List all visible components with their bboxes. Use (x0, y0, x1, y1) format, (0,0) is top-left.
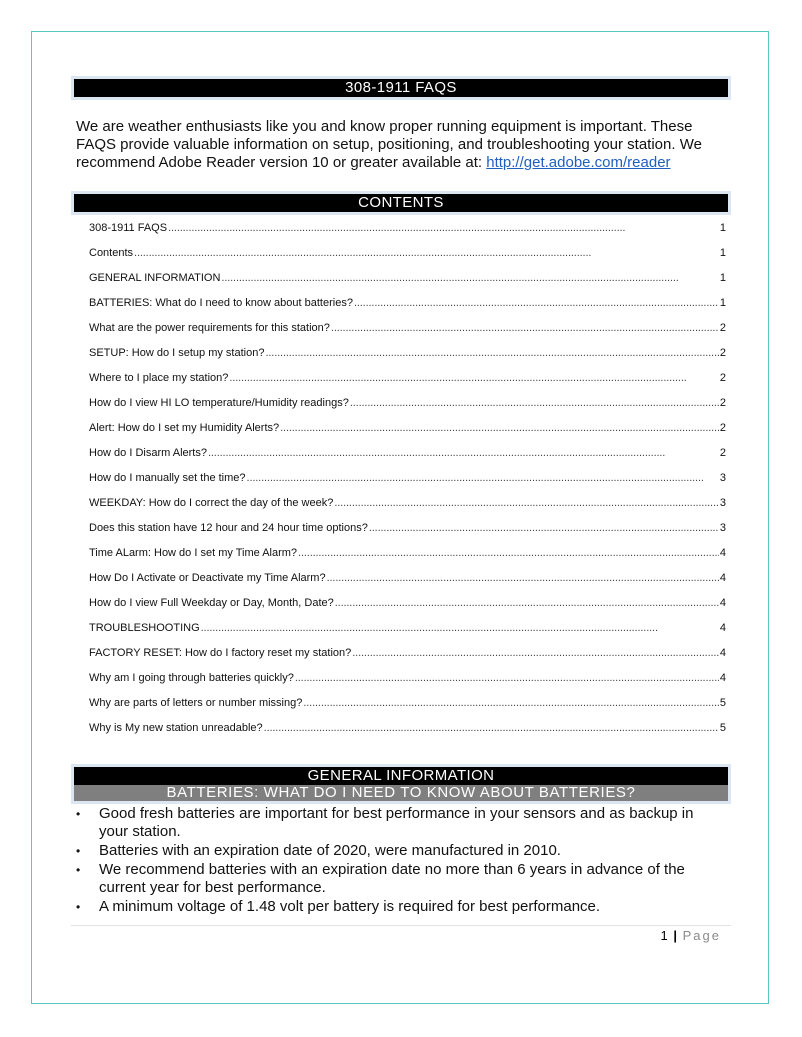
toc-entry-page: 4 (719, 597, 726, 609)
toc-entry-page: 2 (719, 447, 726, 459)
toc-entry[interactable] (89, 422, 726, 447)
toc-entry-label: FACTORY RESET: How do I factory reset my station? (89, 647, 352, 659)
toc-leader-dots (335, 597, 719, 609)
document-title: 308-1911 FAQS (74, 79, 728, 97)
toc-leader-dots (369, 522, 719, 534)
toc-entry[interactable] (89, 572, 726, 597)
toc-entry[interactable] (89, 672, 726, 697)
toc-entry-label: How do I Disarm Alerts? (89, 447, 207, 459)
toc-entry-label: 308-1911 FAQS (89, 222, 168, 234)
general-info-bar (71, 764, 731, 804)
toc-leader-dots (334, 497, 719, 509)
toc-entry-page: 4 (719, 647, 726, 659)
toc-entry-label: What are the power requirements for this station? (89, 322, 330, 334)
toc-entry[interactable] (89, 597, 726, 622)
toc-entry-page: 5 (719, 697, 726, 709)
toc-entry[interactable] (89, 272, 726, 297)
bullet-item (76, 898, 726, 916)
toc-entry[interactable] (89, 547, 726, 572)
toc-entry-page: 1 (719, 297, 726, 309)
toc-entry-label: Why are parts of letters or number missing? (89, 697, 303, 709)
toc-entry-page: 3 (719, 522, 726, 534)
intro-text: We are weather enthusiasts like you and know proper running equipment is important. These FAQS provide valuable information on setup, positioning, and troubleshooting your station. We recommend Adobe Reader version 10 or greater available at: (76, 118, 702, 171)
toc-entry-page: 4 (719, 547, 726, 559)
bullet-item (76, 842, 726, 860)
toc-entry-page: 1 (719, 222, 726, 234)
toc-entry[interactable] (89, 322, 726, 347)
toc-entry-label: Where to I place my station? (89, 372, 229, 384)
toc-entry-label: Does this station have 12 hour and 24 hour time options? (89, 522, 368, 534)
adobe-reader-link[interactable]: http://get.adobe.com/reader (486, 154, 671, 171)
general-info-title: GENERAL INFORMATION (74, 767, 728, 785)
batteries-subtitle: BATTERIES: WHAT DO I NEED TO KNOW ABOUT BATTERIES? (74, 785, 728, 801)
toc-entry-label: BATTERIES: What do I need to know about batteries? (89, 297, 353, 309)
toc-entry-label: GENERAL INFORMATION (89, 272, 221, 284)
toc-entry-page: 5 (719, 722, 726, 734)
toc-entry-page: 2 (719, 372, 726, 384)
bullet-text: A minimum voltage of 1.48 volt per battery is required for best performance. (99, 898, 601, 915)
bullet-glyph: • (76, 844, 81, 858)
toc-entry-page: 2 (719, 347, 726, 359)
toc-entry-page: 2 (719, 322, 726, 334)
bullet-glyph: • (76, 863, 81, 877)
footer-separator: | (673, 928, 677, 943)
toc-entry[interactable] (89, 397, 726, 422)
bullet-text: We recommend batteries with an expiration date no more than 6 years in advance of the current year for best performance. (99, 861, 685, 896)
contents-title: CONTENTS (74, 194, 728, 212)
toc-leader-dots (280, 422, 719, 434)
toc-entry-label: Why is My new station unreadable? (89, 722, 263, 734)
batteries-bullet-list (76, 805, 726, 917)
toc-entry[interactable] (89, 647, 726, 672)
toc-entry-page: 2 (719, 397, 726, 409)
bullet-text: Batteries with an expiration date of 2020, were manufactured in 2010. (99, 842, 561, 859)
table-of-contents (89, 222, 726, 747)
toc-entry[interactable] (89, 447, 726, 472)
footer-rule (71, 925, 731, 926)
toc-entry-label: Time ALarm: How do I set my Time Alarm? (89, 547, 298, 559)
toc-leader-dots (168, 222, 719, 234)
bullet-text: Good fresh batteries are important for best performance in your sensors and as backup in your station. (99, 805, 694, 840)
toc-leader-dots (208, 447, 719, 459)
toc-entry-label: How do I manually set the time? (89, 472, 246, 484)
toc-leader-dots (331, 322, 719, 334)
toc-leader-dots (303, 697, 719, 709)
toc-leader-dots (247, 472, 719, 484)
page-label: Page (682, 928, 721, 943)
toc-leader-dots (327, 572, 719, 584)
toc-leader-dots (201, 622, 719, 634)
toc-entry[interactable] (89, 522, 726, 547)
toc-leader-dots (295, 672, 719, 684)
bullet-item (76, 861, 726, 897)
toc-entry[interactable] (89, 722, 726, 747)
toc-entry-label: How Do I Activate or Deactivate my Time Alarm? (89, 572, 326, 584)
toc-entry-label: Why am I going through batteries quickly? (89, 672, 294, 684)
toc-entry-label: How do I view HI LO temperature/Humidity readings? (89, 397, 349, 409)
toc-entry-label: WEEKDAY: How do I correct the day of the week? (89, 497, 334, 509)
toc-leader-dots (264, 722, 719, 734)
toc-leader-dots (354, 297, 719, 309)
toc-leader-dots (298, 547, 719, 559)
page-number: 1 (660, 928, 668, 943)
toc-leader-dots (350, 397, 719, 409)
intro-paragraph (76, 118, 726, 172)
toc-entry-page: 4 (719, 622, 726, 634)
bullet-item (76, 805, 726, 841)
toc-entry-page: 4 (719, 672, 726, 684)
toc-entry[interactable] (89, 347, 726, 372)
contents-bar (71, 191, 731, 215)
toc-leader-dots (229, 372, 718, 384)
toc-entry[interactable] (89, 472, 726, 497)
toc-entry-label: SETUP: How do I setup my station? (89, 347, 265, 359)
toc-entry[interactable] (89, 697, 726, 722)
title-bar (71, 76, 731, 100)
toc-entry[interactable] (89, 372, 726, 397)
toc-entry-page: 3 (719, 472, 726, 484)
toc-entry-label: Alert: How do I set my Humidity Alerts? (89, 422, 280, 434)
toc-leader-dots (352, 647, 719, 659)
toc-entry[interactable] (89, 622, 726, 647)
toc-entry[interactable] (89, 247, 726, 272)
toc-entry-page: 1 (719, 247, 726, 259)
toc-entry-label: TROUBLESHOOTING (89, 622, 200, 634)
toc-entry-label: Contents (89, 247, 134, 259)
bullet-glyph: • (76, 900, 81, 914)
toc-entry[interactable] (89, 497, 726, 522)
toc-entry-page: 2 (719, 422, 726, 434)
toc-entry-page: 1 (719, 272, 726, 284)
toc-leader-dots (221, 272, 718, 284)
toc-leader-dots (134, 247, 719, 259)
toc-entry[interactable] (89, 297, 726, 322)
toc-leader-dots (265, 347, 718, 359)
toc-entry-page: 4 (719, 572, 726, 584)
toc-entry-label: How do I view Full Weekday or Day, Month, Date? (89, 597, 334, 609)
toc-entry[interactable] (89, 222, 726, 247)
page-footer (661, 928, 722, 943)
toc-entry-page: 3 (719, 497, 726, 509)
bullet-glyph: • (76, 807, 81, 821)
